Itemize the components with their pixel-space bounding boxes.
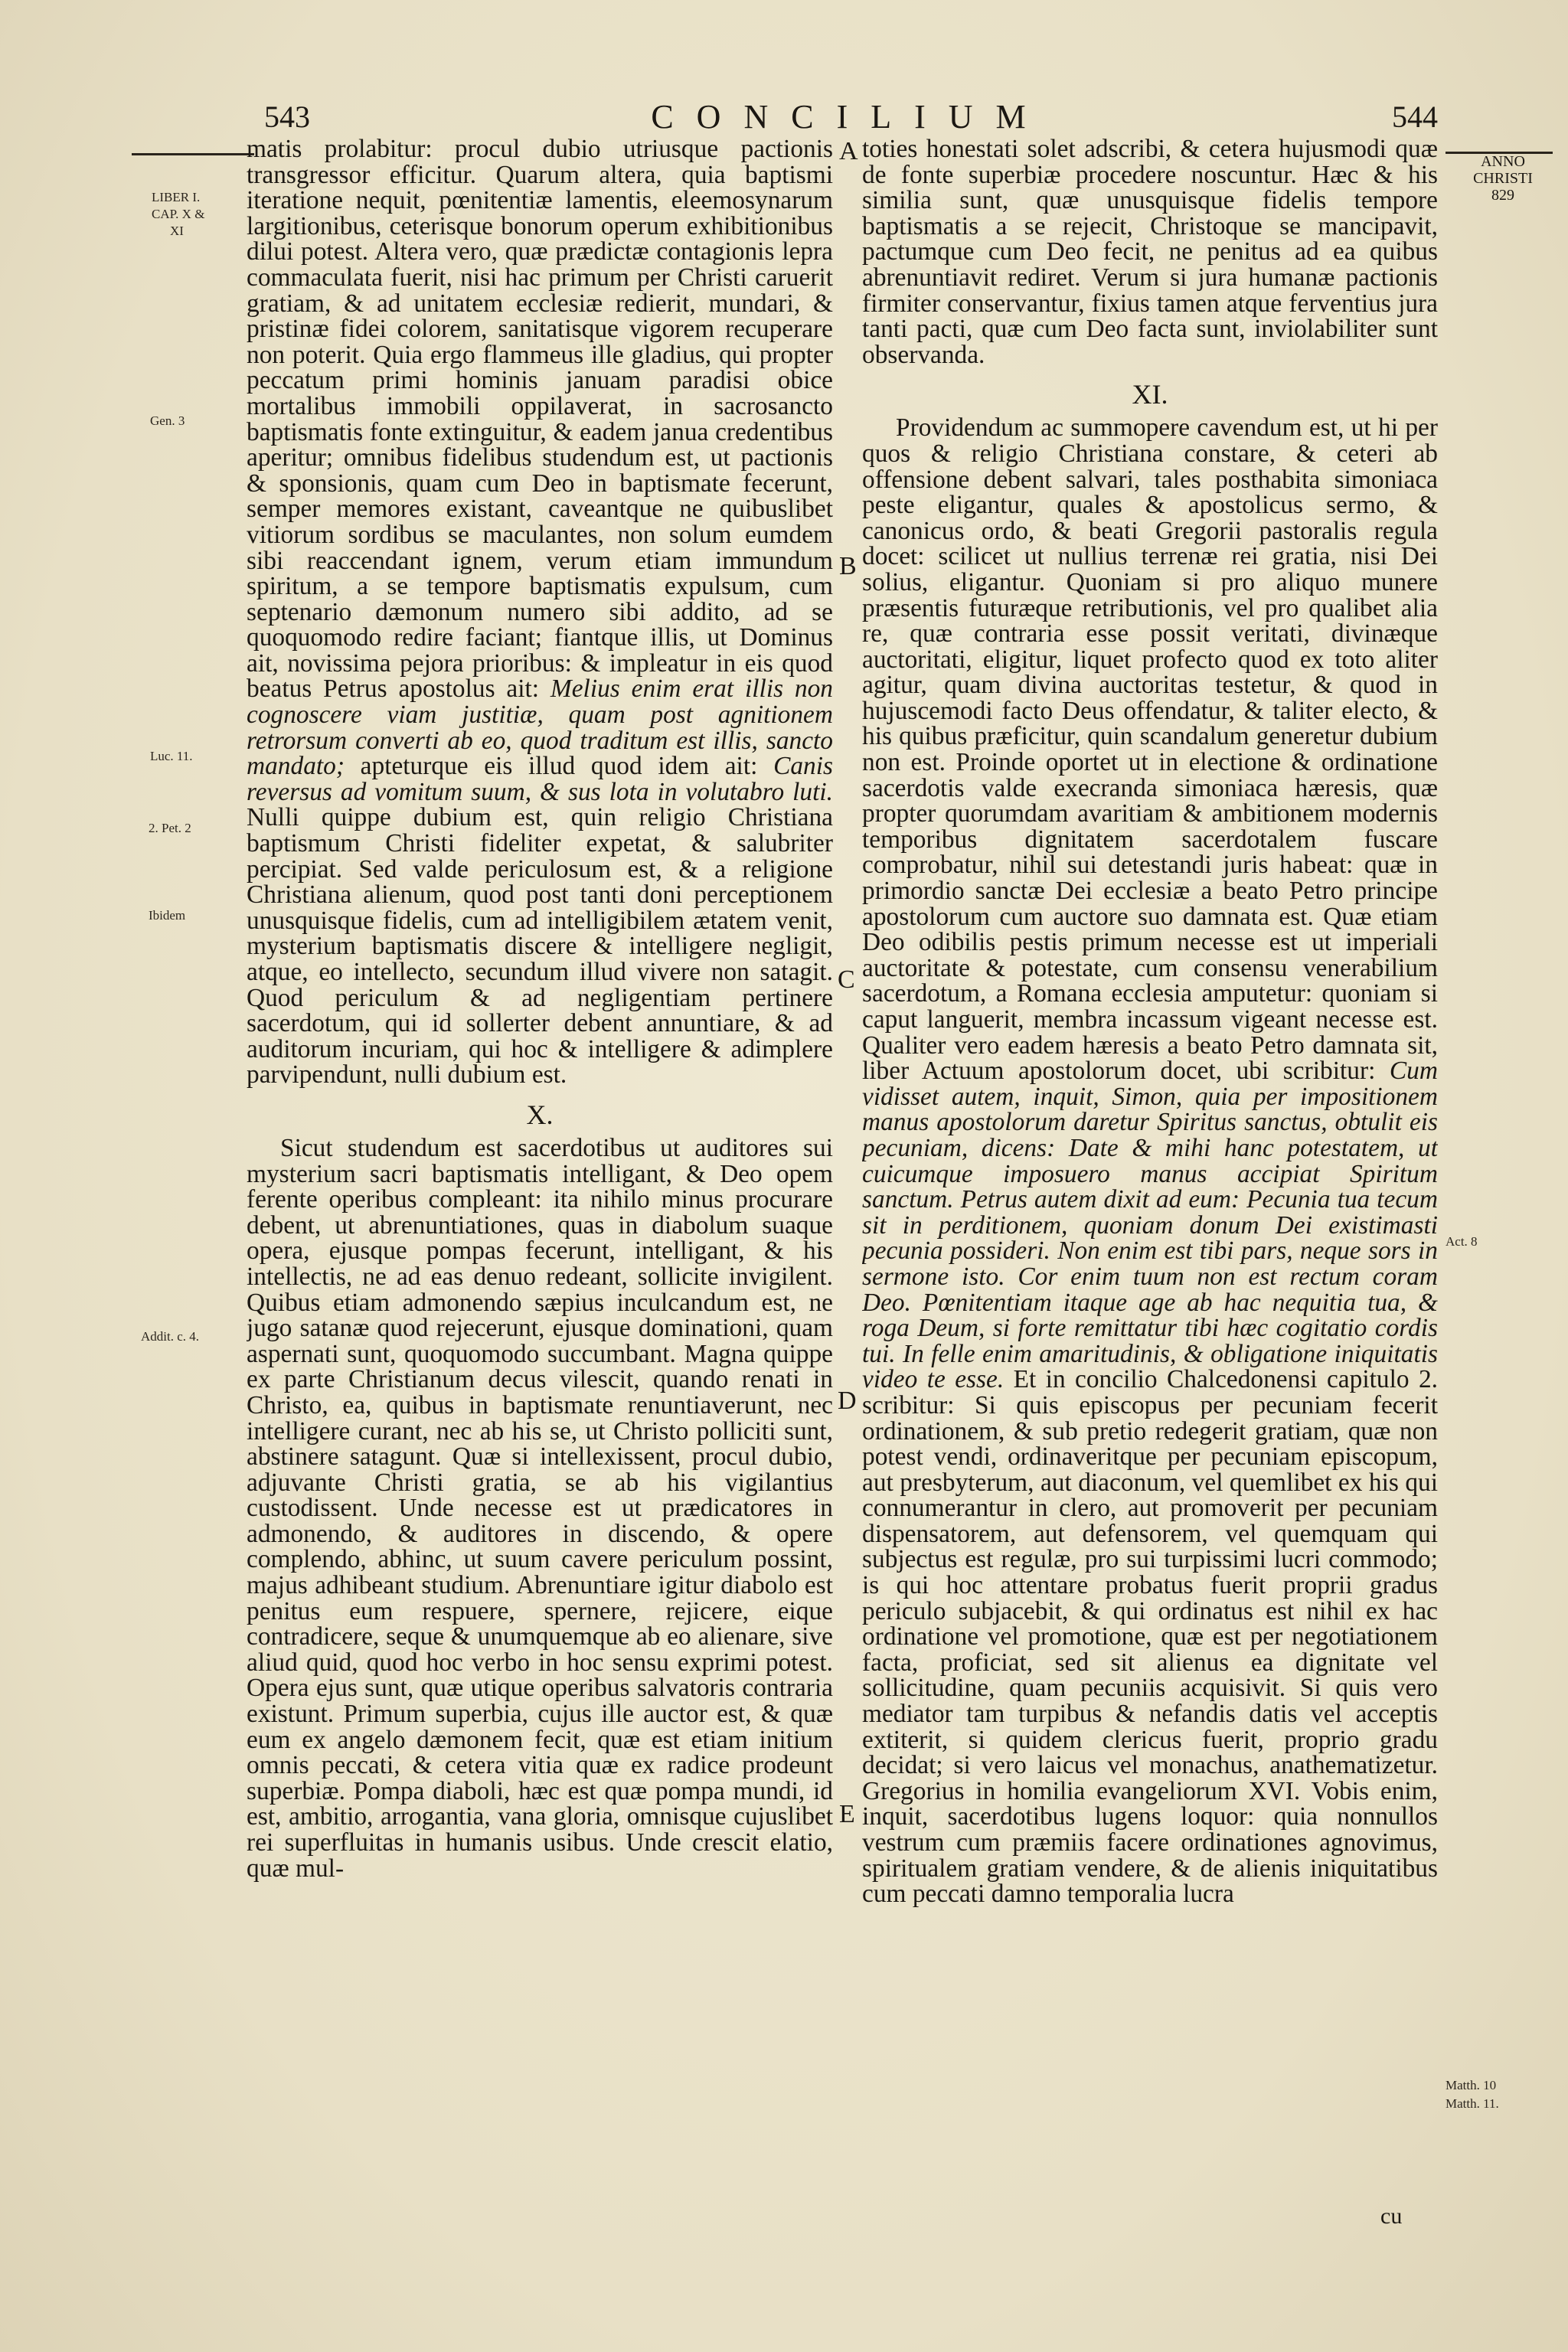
- margin-note-liber: LIBER I.: [152, 190, 201, 204]
- running-title: CONCILIUM: [651, 98, 1049, 136]
- margin-note-gen: Gen. 3: [150, 413, 185, 428]
- left-quote-peter-2: Canis reversus ad vomitum suum, & sus lota in volutabro luti.: [247, 752, 833, 806]
- anno-label: ANNO: [1481, 153, 1525, 170]
- section-heading-xi: XI.: [1132, 379, 1168, 410]
- left-p1c-text: Nulli quippe dubium est, quin religio Christiana baptismum Christi fideliter expetat, & salubriter percipiat. Sed valde periculosum est, & a religione Christiana alienum, quod post tanti doni perceptionem unusquisque fidelis, cum ad intelligibilem ætatem venit, mysterium baptismatis discere & intelligere negligit, atque, eo intellecto, secundum illud vivere non satagit. Quod periculum & ad negligentiam pertinere sacerdotum, qui id sollerter debent annuntiare, & ad auditorum incuriam, qui hoc & intelligere & adimplere parvipendunt, nulli dubium est.: [247, 803, 833, 1089]
- right-paragraph-2: [862, 413, 1438, 1909]
- right-column: [862, 136, 1438, 2211]
- section-heading-x: X.: [526, 1099, 554, 1130]
- left-column: [247, 136, 833, 2211]
- section-marker-d: D: [838, 1387, 857, 1415]
- margin-note-addit: Addit. c. 4.: [141, 1329, 200, 1344]
- year-label: 829: [1491, 187, 1514, 204]
- page-number-left: 543: [264, 100, 310, 134]
- left-p1-text: matis prolabitur: procul dubio utriusque pactionis transgressor efficitur. Quarum altera, quia baptismi iteratione nequit, pœnitentiæ lamentis, eleemosynarum largitionibus, ceterisque bonorum operum exhibitionibus dilui potest. Altera vero, quæ prædictæ contagionis lepra commaculata fuerit, nisi hac primum per Christi caruerit gratiam, & ad unitatem ecclesiæ redierit, mundari, & pristinæ fidei colorem, sanitatisque vigorem recuperare non poterit. Quia ergo flammeus ille gladius, qui propter peccatum primi hominis januam paradisi obice mortalibus immobili oppilaverat, in sacrosancto baptismatis fonte extinguitur, & eadem janua credentibus aperitur; omnibus fidelibus studendum est, ut pactionis & sponsionis, quam cum Deo in baptismate fecerunt, semper memores existant, caveantque ne quibuslibet vitiorum sordibus se maculantes, non solum eumdem sibi reaccendant ignem, verum etiam immundum spiritum, a se tempore baptismatis expulsum, cum septenario dæmonum numero sibi addito, ad se quoquomodo redire faciant; fiantque illis, ut Dominus ait, novissima pejora prioribus: & impleatur in eis quod beatus Petrus apostolus ait:: [247, 136, 833, 704]
- margin-note-act: Act. 8: [1446, 1234, 1478, 1249]
- margin-note-matth-2: Matth. 11.: [1446, 2096, 1499, 2111]
- christi-label: CHRISTI: [1473, 170, 1533, 187]
- catchword: cu: [1380, 2203, 1403, 2229]
- right-p2b-text: Et in concilio Chalcedonensi capitulo 2. scribitur: Si quis episcopus per pecuniam fecerit ordinationem, & sub pretio redegerit gratiam, quæ non potest vendi, ordinaveritque per pecuniam episcopum, aut presbyterum, aut diaconum, vel quemlibet ex his qui connumerantur in clero, aut promoverit per pecuniam dispensatorem, aut defensorem, vel quemquam qui subjectus est regulæ, pro sui turpissimi lucri commodo; is qui hoc attentare probatus fuerit proprii gradus periculo subjacebit, & qui ordinatus est nihil ex hac ordinatione vel promotione, quæ est per negotiationem facta, proficiat, sed sit alienus ea dignitate vel sollicitudine, quam pecuniis acquisivit. Si quis vero mediator tam turpibus & nefandis datis vel acceptis extiterit, si quidem clericus fuerit, proprio gradu decidat; si vero laicus vel monachus, anathematizetur. Gregorius in homilia evangeliorum XVI. Vobis enim, inquit, sacerdotibus lugens loquor: quia nonnullos vestrum cum præmiis facere ordinationes agnovimus, spiritualem gratiam vendere, & de alienis iniquitatibus cum peccati damno temporalia lucra: [862, 1365, 1438, 1909]
- section-marker-c: C: [838, 965, 855, 994]
- left-p1b-text: apteturque eis illud quod idem ait:: [360, 752, 758, 781]
- right-quote-acts: Cum vidisset autem, inquit, Simon, quia per impositionem manus apostolorum daretur Spiritus sanctus, obtulit eis pecuniam, dicens: Date & mihi hanc potestatem, ut cuicumque imposuero manus accipiat Spiritum sanctum. Petrus autem dixit ad eum: Pecunia tua tecum sit in perditionem, quoniam donum Dei existimasti pecunia possideri. Non enim est tibi pars, neque sors in sermone isto. Cor enim tuum non est rectum coram Deo. Pœnitentiam itaque age ab hac nequitia tua, & roga Deum, si forte remittatur tibi hæc cogitatio cordis tui. In felle enim amaritudinis, & obligatione iniquitatis video te esse.: [862, 1057, 1438, 1394]
- header-rule-left: [132, 153, 254, 155]
- right-p2-text: Providendum ac summopere cavendum est, ut hi per quos & religio Christiana constare, & ceteri ab offensione debent salvari, tales posthabita simoniaca peste eligantur, quales & apostolicus sermo, & canonicus ordo, & beati Gregorii pastoralis regula docet: scilicet ut nullius terrenæ rei gratia, nisi Dei solius, eligantur. Quoniam si pro aliquo munere præsentis futuræque retributionis, vel pro qualibet alia re, quæ contraria esse possit veritati, divinæque auctoritati, eligitur, liquet profecto quod ex toto aliter agitur, quam divina auctoritas testetur, & quod in hujuscemodi facto Deus offendatur, & taliter electo, & his quibus præficitur, quin scandalum generetur dubium non est. Proinde oportet ut in electione & ordinatione sacerdotis valde execranda simoniaca hæresis, quæ propter quorumdam avaritiam & ambitionem modernis temporibus dignitatem sacerdotalem fuscare comprobatur, nihil sui detestandi juris habeat: quæ in primordio sanctæ Dei ecclesiæ a beato Petro principe apostolorum cum auctore suo damnata est. Quæ etiam Deo odibilis pestis primum necesse est ut imperiali auctoritate & potestate, cum consensu venerabilium sacerdotum, a Romana ecclesia amputetur: quoniam si caput languerit, membra incassum vigeant necesse est. Qualiter vero eadem hæresis a beato Petro damnata sit, liber Actuum apostolorum docet, ubi scribitur:: [862, 413, 1438, 1086]
- left-quote-peter-1: Melius enim erat illis non cognoscere viam justitiæ, quam post agnitionem retrorsum converti ab eo, quod traditum est illis, sancto mandato;: [247, 675, 833, 781]
- margin-note-xi: XI: [170, 224, 184, 238]
- margin-note-ibidem: Ibidem: [149, 908, 186, 923]
- margin-note-cap: CAP. X &: [152, 207, 205, 221]
- left-paragraph-2: Sicut studendum est sacerdotibus ut auditores sui mysterium sacri baptismatis intelligant, & Deo opem ferente operibus compleant: ita nihilo minus procurare debent, ut abrenuntiationes, quas in diabolum suaque opera, ejusque pompas fecerunt, intelligant, & his intellectis, ne ad eas denuo redeant, sollicite invigilent. Quibus etiam admonendo sæpius inculcandum est, ne jugo satanæ quod rejecerunt, ejusque dominationi, quam aspernati sunt, quoquomodo succumbant. Magna quippe ex parte Christianum decus vilescit, quando renati in Christo, ea, quibus in baptismate renuntiaverunt, nec intelligere curant, nec ab his se, ut Christo polliciti sunt, abstinere satagunt. Quæ si intellexissent, procul dubio, adjuvante Christi gratia, se ab his vigilantius custodissent. Unde necesse est ut prædicatores in admonendo, & auditores in discendo, & opere complendo, abhinc, ut suum cavere periculum possint, majus adhibeant studium. Abrenuntiare igitur diabolo est penitus eum respuere, spernere, rejicere, eique contradicere, seque & unumquemque ab eo alienare, sive aliud quid, quod hoc verbo in hoc sensu exprimi potest. Opera ejus sunt, quæ utique operibus salvatoris contraria existunt. Primum superbia, cujus ille auctor est, & quæ eum ex angelo dæmonem fecit, quæ est etiam initium omnis peccati, & cetera vitia quæ ex radice prodeunt superbiæ. Pompa diaboli, hæc est quæ pompa mundi, id est, ambitio, arrogantia, vana gloria, omnisque cujuslibet rei superfluitas in humanis usibus. Unde crescit elatio, quæ mul-: [247, 1133, 833, 1883]
- right-paragraph-1: toties honestati solet adscribi, & cetera hujusmodi quæ de fonte superbiæ procedere noscuntur. Hæc & his similia sunt, quæ unusquisque fidelis tempore baptismatis a se rejecit, Christoque se mancipavit, pactumque cum Deo fecit, ne penitus ad ea quibus abrenuntiavit rediret. Verum si jura humanæ pactionis firmiter conservantur, fixius tamen atque ferventius jura tanti pacti, quæ cum Deo facta sunt, inviolabiliter sunt observanda.: [862, 136, 1438, 369]
- margin-note-matth-1: Matth. 10: [1446, 2078, 1497, 2092]
- section-marker-a: A: [839, 137, 858, 165]
- left-paragraph-1: [247, 136, 833, 1088]
- page-number-right: 544: [1392, 100, 1438, 134]
- margin-note-luc: Luc. 11.: [150, 749, 193, 763]
- margin-anno-christi: [1453, 153, 1553, 204]
- margin-note-pet: 2. Pet. 2: [149, 821, 191, 835]
- section-marker-b: B: [839, 552, 857, 580]
- section-marker-e: E: [839, 1800, 855, 1828]
